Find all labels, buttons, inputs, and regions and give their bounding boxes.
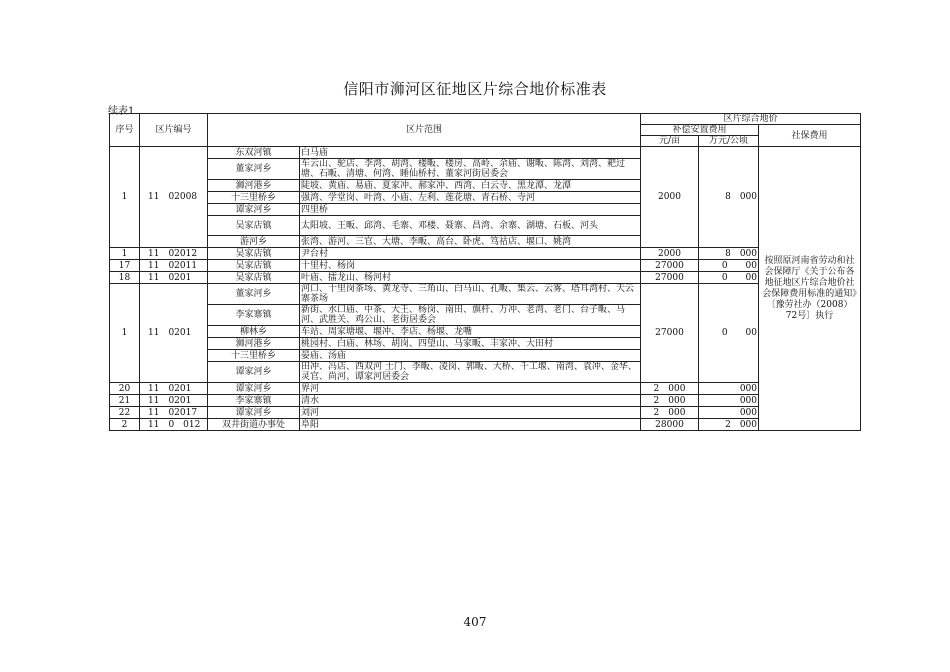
table-row: [110, 248, 861, 260]
cell-code: 11 0201: [140, 284, 208, 383]
cell-town: 董家河乡: [208, 284, 300, 305]
cell-villages: 新街、水口庙、中茶、大王、杨岗、南田、旗杆、万冲、老湾、老门、台子畈、马河、武胜关、鸡公山、老街居委会: [300, 305, 641, 326]
cell-town: 吴家店镇: [208, 248, 300, 260]
cell-price-wan: 8 000: [699, 248, 759, 260]
header-comp-group: 补偿安置费用: [641, 125, 759, 136]
cell-town: 柳林乡: [208, 326, 300, 338]
cell-villages: 晏庙、汤庙: [300, 350, 641, 362]
cell-town: 谭家河乡: [208, 407, 300, 419]
cell-town: 谭家河乡: [208, 362, 300, 383]
cell-villages: 阜阳: [300, 419, 641, 431]
cell-town: 十三里桥乡: [208, 192, 300, 204]
cell-no: 1: [110, 284, 140, 383]
cell-town: 十三里桥乡: [208, 350, 300, 362]
table-row: [110, 419, 861, 431]
table-row: [110, 383, 861, 395]
cell-no: 2: [110, 419, 140, 431]
cell-town: 董家河乡: [208, 159, 300, 180]
table-row: [110, 395, 861, 407]
cell-price-yuan: 28000: [641, 419, 699, 431]
cell-town: 吴家店镇: [208, 260, 300, 272]
table-row: [110, 272, 861, 284]
table-row: [110, 284, 861, 305]
cell-code: 11 02017: [140, 407, 208, 419]
cell-no: 1: [110, 147, 140, 248]
header-price-group: 区片综合地价: [641, 114, 861, 125]
cell-price-wan: 000: [699, 383, 759, 395]
cell-town: 吴家店镇: [208, 272, 300, 284]
cell-villages: 河口、十里岗茶场、黄龙寺、三角山、白马山、孔畈、集云、云雾、塔耳湾村、天云寨茶场: [300, 284, 641, 305]
cell-no: 20: [110, 383, 140, 395]
cell-code: 11 02012: [140, 248, 208, 260]
cell-price-wan: 2 000: [699, 419, 759, 431]
cell-villages: 陡坡、黄庙、易庙、夏家冲、郝家冲、西湾、白云寺、黑龙潭、龙潭: [300, 180, 641, 192]
header-no: 序号: [110, 114, 140, 147]
cell-price-yuan: 27000: [641, 284, 699, 383]
cell-price-yuan: 27000: [641, 272, 699, 284]
cell-price-wan: 000: [699, 407, 759, 419]
table-row: [110, 147, 861, 159]
cell-villages: 太阳坡、王畈、邱湾、毛寨、邓楼、聂寨、昌湾、余寨、湖塘、石板、河头: [300, 216, 641, 236]
cell-social-note: 按照原河南省劳动和社会保障厅《关于公布各地征地区片综合地价社会保障费用标准的通知》〔豫劳社办（2008）72号〕执行: [759, 147, 861, 431]
cell-town: 游河乡: [208, 236, 300, 248]
header-code: 区片编号: [140, 114, 208, 147]
cell-villages: 十里村、杨岗: [300, 260, 641, 272]
header-range: 区片范围: [208, 114, 641, 147]
cell-villages: 四里桥: [300, 204, 641, 216]
cell-town: 双井街道办事处: [208, 419, 300, 431]
page-title: 信阳市浉河区征地区片综合地价标准表: [343, 80, 607, 98]
cell-villages: 车云山、驼店、李湾、胡湾、楼畈、楼房、高岭、余庙、谢畈、陈湾、刘湾、耙过塘、石畈、清塘、何湾、睡仙桥村、董家河街居委会: [300, 159, 641, 180]
page-number: 407: [463, 615, 487, 629]
cell-price-wan: 8 000: [699, 147, 759, 248]
cell-no: 21: [110, 395, 140, 407]
cell-villages: 强湾、学堂岗、叶湾、小庙、左利、莲花塘、青石桥、寺河: [300, 192, 641, 204]
table-row: [110, 260, 861, 272]
cell-price-wan: 0 00: [699, 272, 759, 284]
cell-price-wan: 0 00: [699, 260, 759, 272]
cell-town: 浉河港乡: [208, 180, 300, 192]
cell-code: 11 0201: [140, 395, 208, 407]
cell-price-yuan: 2 000: [641, 407, 699, 419]
table-continuation-label: 续表1: [108, 106, 135, 117]
cell-town: 李家寨镇: [208, 305, 300, 326]
cell-villages: 桃园村、白庙、林场、胡岗、四望山、马家畈、丰家冲、大田村: [300, 338, 641, 350]
cell-town: 吴家店镇: [208, 216, 300, 236]
cell-no: 17: [110, 260, 140, 272]
cell-town: 谭家河乡: [208, 204, 300, 216]
cell-price-yuan: 2000: [641, 248, 699, 260]
cell-code: 11 0 012: [140, 419, 208, 431]
cell-villages: 张湾、游河、三官、大塘、李畈、高台、卧虎、笃祜店、堰口、姚湾: [300, 236, 641, 248]
cell-price-yuan: 2 000: [641, 383, 699, 395]
cell-no: 18: [110, 272, 140, 284]
cell-no: 1: [110, 248, 140, 260]
cell-price-wan: 0 00: [699, 284, 759, 383]
table-row: [110, 407, 861, 419]
cell-villages: 清水: [300, 395, 641, 407]
cell-villages: 车站、周家塘堰、堰冲、李店、杨堰、龙嘴: [300, 326, 641, 338]
cell-code: 11 02011: [140, 260, 208, 272]
cell-price-yuan: 2000: [641, 147, 699, 248]
cell-town: 浉河港乡: [208, 338, 300, 350]
cell-code: 11 0201: [140, 272, 208, 284]
cell-villages: 叶庙、擂龙山、杨河村: [300, 272, 641, 284]
cell-code: 11 0201: [140, 383, 208, 395]
cell-code: 11 02008: [140, 147, 208, 248]
cell-villages: 尹台村: [300, 248, 641, 260]
cell-villages: 田冲、冯店、西双河 土门、李畈、凌岗、郭畈、大桥、千工堰、南湾、袁冲、金华、灵官、尚河、谭家河居委会: [300, 362, 641, 383]
cell-villages: 刘河: [300, 407, 641, 419]
cell-price-yuan: 2 000: [641, 395, 699, 407]
land-price-table: [109, 113, 861, 431]
cell-villages: 白马庙: [300, 147, 641, 159]
cell-town: 谭家河乡: [208, 383, 300, 395]
cell-town: 李家寨镇: [208, 395, 300, 407]
cell-price-yuan: 27000: [641, 260, 699, 272]
header-yuan: 元/亩: [641, 136, 699, 147]
header-social: 社保费用: [759, 125, 861, 147]
header-wan: 万元/公顷: [699, 136, 759, 147]
cell-no: 22: [110, 407, 140, 419]
cell-price-wan: 000: [699, 395, 759, 407]
cell-villages: 界河: [300, 383, 641, 395]
cell-town: 东双河镇: [208, 147, 300, 159]
